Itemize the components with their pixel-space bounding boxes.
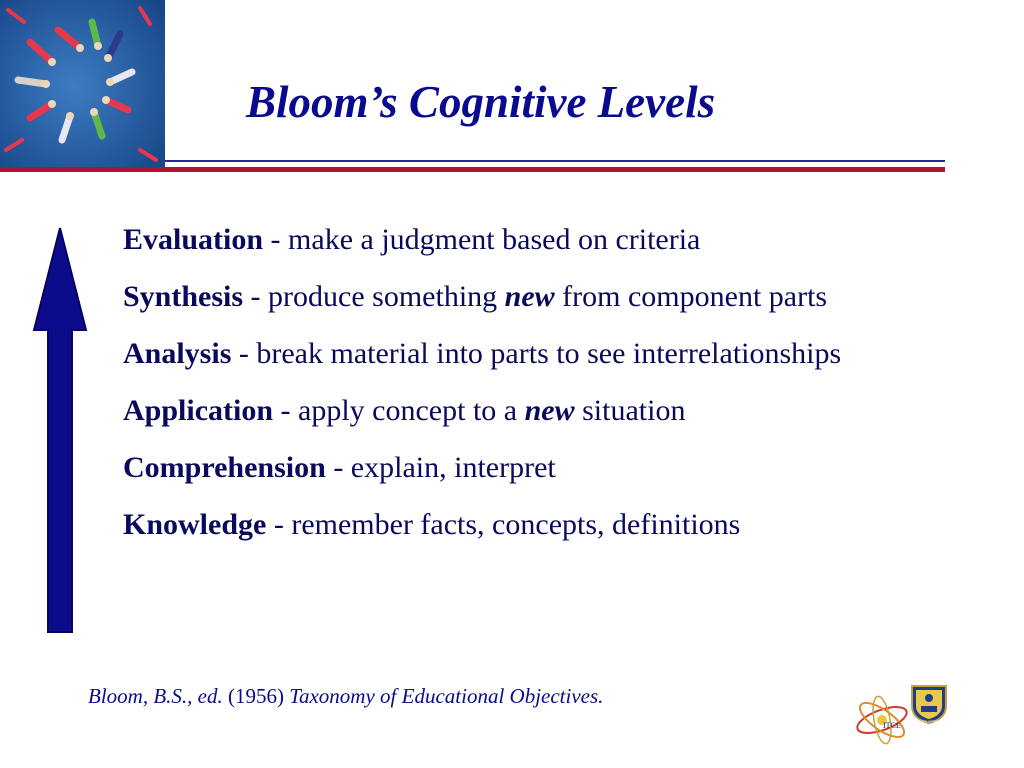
level-term: Application (123, 394, 274, 427)
level-emphasis: new (524, 394, 575, 427)
ud-seal-text: University of Delaware (913, 719, 945, 723)
level-item-analysis (123, 330, 983, 377)
citation (88, 684, 603, 709)
title-divider-blue (165, 160, 945, 162)
level-description: from component parts (554, 280, 828, 313)
level-item-comprehension (123, 444, 983, 491)
level-item-synthesis (123, 273, 983, 320)
citation-work: Taxonomy of Educational Objectives. (289, 684, 604, 708)
skydivers-photo (0, 0, 165, 172)
level-description: situation (574, 394, 686, 427)
level-description: - break material into parts to see interrelationships (231, 337, 842, 370)
level-emphasis: new (504, 280, 555, 313)
level-description: - remember facts, concepts, definitions (266, 508, 741, 541)
level-term: Comprehension (123, 451, 326, 484)
level-description: - apply concept to a (273, 394, 525, 427)
level-term: Evaluation (123, 223, 264, 256)
slide-title: Bloom’s Cognitive Levels (246, 77, 716, 127)
level-term: Synthesis (123, 280, 244, 313)
level-term: Knowledge (123, 508, 267, 541)
ud-seal-icon (910, 684, 948, 724)
level-description: - produce something (243, 280, 505, 313)
level-term: Analysis (123, 337, 232, 370)
level-item-application (123, 387, 983, 434)
level-description: - make a judgment based on criteria (263, 223, 701, 256)
itce-logo-text: ITCE (883, 721, 901, 730)
level-item-knowledge (123, 501, 983, 548)
level-description: - explain, interpret (325, 451, 556, 484)
up-arrow-icon (32, 226, 88, 634)
level-item-evaluation (123, 216, 983, 263)
cognitive-levels-list (123, 216, 983, 558)
citation-year: (1956) (222, 684, 290, 708)
title-divider-red (0, 167, 945, 172)
citation-author: Bloom, B.S., ed. (88, 684, 223, 708)
itce-logo-icon (852, 692, 912, 746)
